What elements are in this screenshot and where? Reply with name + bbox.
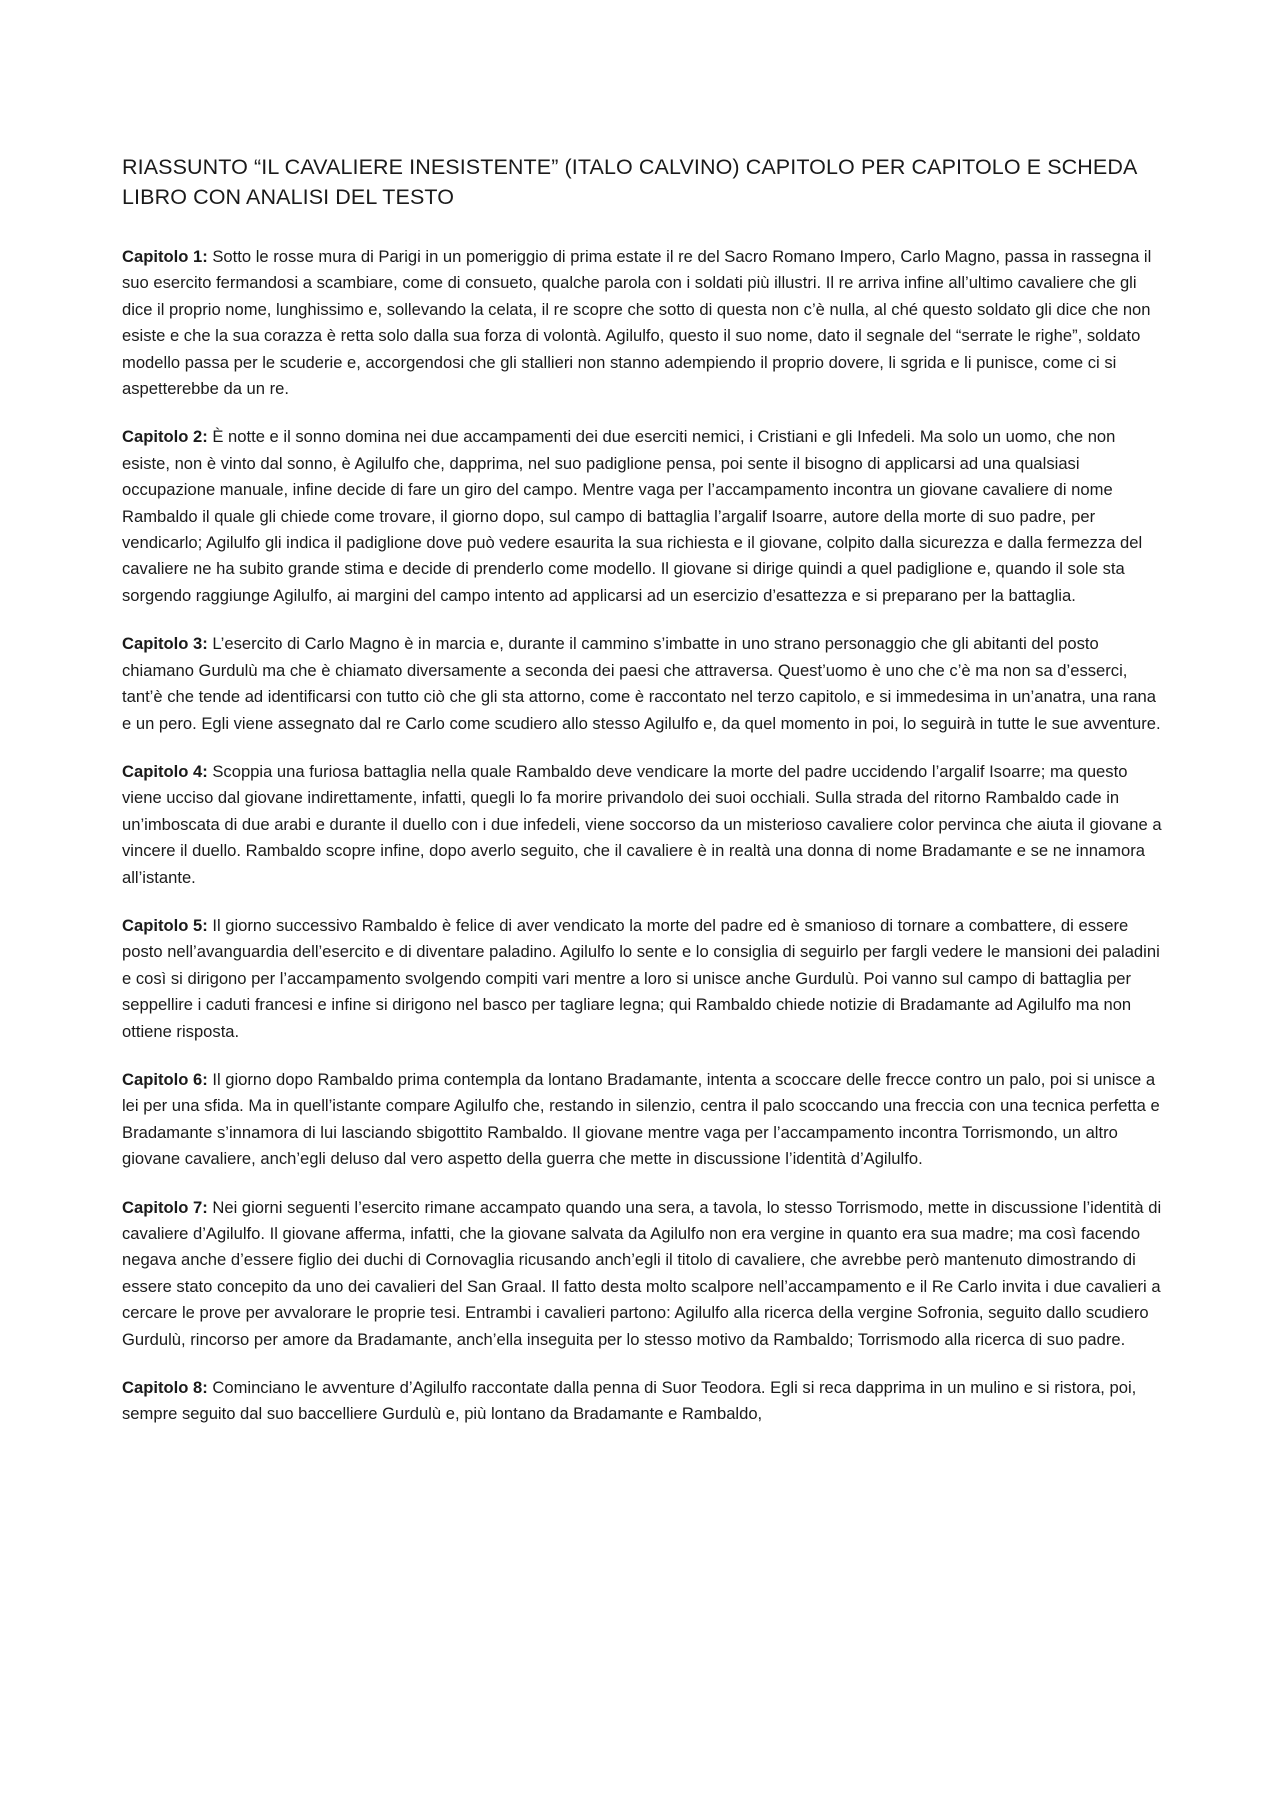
chapter-label: Capitolo 3: <box>122 634 208 654</box>
chapter-text: Il giorno successivo Rambaldo è felice di aver vendicato la morte del padre ed è smanioso di tornare a combattere, di essere posto nell’avanguardia dell’esercito e di diventare paladino. Agilulfo lo sente e lo consiglia di seguirlo per fargli vedere le mansioni dei paladini e così si dirigono per l’accampamento svolgendo compiti vari mentre a loro si unisce anche Gurdulù. Poi vanno sul campo di battaglia per seppellire i caduti francesi e infine si dirigono nel basco per tagliare legna; qui Rambaldo chiede notizie di Bradamante ad Agilulfo ma non ottiene risposta. <box>122 915 1160 1041</box>
chapter-2-paragraph <box>122 424 1164 609</box>
document-title: RIASSUNTO “IL CAVALIERE INESISTENTE” (ITALO CALVINO) CAPITOLO PER CAPITOLO E SCHEDA LIBRO CON ANALISI DEL TESTO <box>122 155 1137 209</box>
chapter-label: Capitolo 7: <box>122 1197 208 1217</box>
chapter-7-paragraph <box>122 1195 1164 1353</box>
chapter-4-paragraph <box>122 759 1164 891</box>
chapter-label: Capitolo 4: <box>122 761 208 781</box>
chapter-text: Sotto le rosse mura di Parigi in un pomeriggio di prima estate il re del Sacro Romano Impero, Carlo Magno, passa in rassegna il suo esercito fermandosi a scambiare, come di consueto, qualche parola con i soldati più illustri. Il re arriva infine all’ultimo cavaliere che gli dice il proprio nome, lunghissimo e, sollevando la celata, il re scopre che sotto di questa non c’è nulla, al ché questo soldato gli dice che non esiste e che la sua corazza è retta solo dalla sua forza di volontà. Agilulfo, questo il suo nome, dato il segnale del “serrate le righe”, soldato modello passa per le scuderie e, accorgendosi che gli stallieri non stanno adempiendo il proprio dovere, li sgrida e li punisce, come ci si aspetterebbe da un re. <box>122 247 1152 399</box>
chapter-label: Capitolo 5: <box>122 915 208 935</box>
chapter-text: È notte e il sonno domina nei due accampamenti dei due eserciti nemici, i Cristiani e gli Infedeli. Ma solo un uomo, che non esiste, non è vinto dal sonno, è Agilulfo che, dapprima, nel suo padiglione pensa, poi sente il bisogno di applicarsi ad una qualsiasi occupazione manuale, infine decide di fare un giro del campo. Mentre vaga per l’accampamento incontra un giovane cavaliere di nome Rambaldo il quale gli chiede come trovare, il giorno dopo, sul campo di battaglia l’argalif Isoarre, autore della morte di suo padre, per vendicarlo; Agilulfo gli indica il padiglione dove può vedere esaurita la sua richiesta e il giovane, colpito dalla sicurezza e dalla fermezza del cavaliere ne ha subito grande stima e decide di prenderlo come modello. Il giovane si dirige quindi a quel padiglione e, quando il sole sta sorgendo raggiunge Agilulfo, ai margini del campo intento ad applicarsi ad un esercizio d’esattezza e si preparano per la battaglia. <box>122 427 1143 605</box>
chapter-6-paragraph <box>122 1067 1164 1173</box>
document-page <box>122 152 1164 1450</box>
chapter-text: L’esercito di Carlo Magno è in marcia e, durante il cammino s’imbatte in uno strano personaggio che gli abitanti del posto chiamano Gurdulù ma che è chiamato diversamente a seconda dei paesi che attraversa. Quest’uomo è uno che c’è ma non sa d’esserci, tant’è che tende ad identificarsi con tutto ciò che gli sta attorno, come è raccontato nel terzo capitolo, e si immedesima in un’anatra, una rana e un pero. Egli viene assegnato dal re Carlo come scudiero allo stesso Agilulfo e, da quel momento in poi, lo seguirà in tutte le sue avventure. <box>122 634 1161 733</box>
chapter-8-paragraph <box>122 1375 1164 1428</box>
chapter-text: Nei giorni seguenti l’esercito rimane accampato quando una sera, a tavola, lo stesso Torrismodo, mette in discussione l’identità di cavaliere d’Agilulfo. Il giovane afferma, infatti, che la giovane salvata da Agilulfo non era vergine in quanto era sua madre; ma così facendo negava anche d’essere figlio dei duchi di Cornovaglia ricusando anch’egli il titolo di cavaliere, che avrebbe però mantenuto dimostrando di essere stato concepito da uno dei cavalieri del San Graal. Il fatto desta molto scalpore nell’accampamento e il Re Carlo invita i due cavalieri a cercare le prove per avvalorare le proprie tesi. Entrambi i cavalieri partono: Agilulfo alla ricerca della vergine Sofronia, seguito dallo scudiero Gurdulù, rincorso per amore da Bradamante, anch’ella inseguita per lo stesso motivo da Rambaldo; Torrismodo alla ricerca di suo padre. <box>122 1197 1162 1349</box>
chapter-label: Capitolo 6: <box>122 1069 208 1089</box>
chapter-text: Cominciano le avventure d’Agilulfo raccontate dalla penna di Suor Teodora. Egli si reca dapprima in un mulino e si ristora, poi, sempre seguito dal suo baccelliere Gurdulù e, più lontano da Bradamante e Rambaldo, <box>122 1378 1137 1424</box>
chapter-label: Capitolo 1: <box>122 247 208 266</box>
chapter-text: Il giorno dopo Rambaldo prima contempla da lontano Bradamante, intenta a scoccare delle frecce contro un palo, poi si unisce a lei per una sfida. Ma in quell’istante compare Agilulfo che, restando in silenzio, centra il palo scoccando una freccia con una tecnica perfetta e Bradamante s’innamora di lui lasciando sbigottito Rambaldo. Il giovane mentre vaga per l’accampamento incontra Torrismondo, un altro giovane cavaliere, anch’egli deluso dal vero aspetto della guerra che mette in discussione l’identità d’Agilulfo. <box>122 1069 1160 1169</box>
chapter-5-paragraph <box>122 913 1164 1045</box>
chapter-label: Capitolo 2: <box>122 427 208 447</box>
chapter-1-paragraph <box>122 244 1164 402</box>
chapter-label: Capitolo 8: <box>122 1378 208 1398</box>
chapter-text: Scoppia una furiosa battaglia nella quale Rambaldo deve vendicare la morte del padre uccidendo l’argalif Isoarre; ma questo viene ucciso dal giovane indirettamente, infatti, quegli lo fa morire privandolo dei suoi occhiali. Sulla strada del ritorno Rambaldo cade in un’imboscata di due arabi e durante il duello con i due infedeli, viene soccorso da un misterioso cavaliere color pervinca che aiuta il giovane a vincere il duello. Rambaldo scopre infine, dopo averlo seguito, che il cavaliere è in realtà una donna di nome Bradamante e se ne innamora all’istante. <box>122 761 1162 887</box>
chapter-3-paragraph <box>122 631 1164 737</box>
